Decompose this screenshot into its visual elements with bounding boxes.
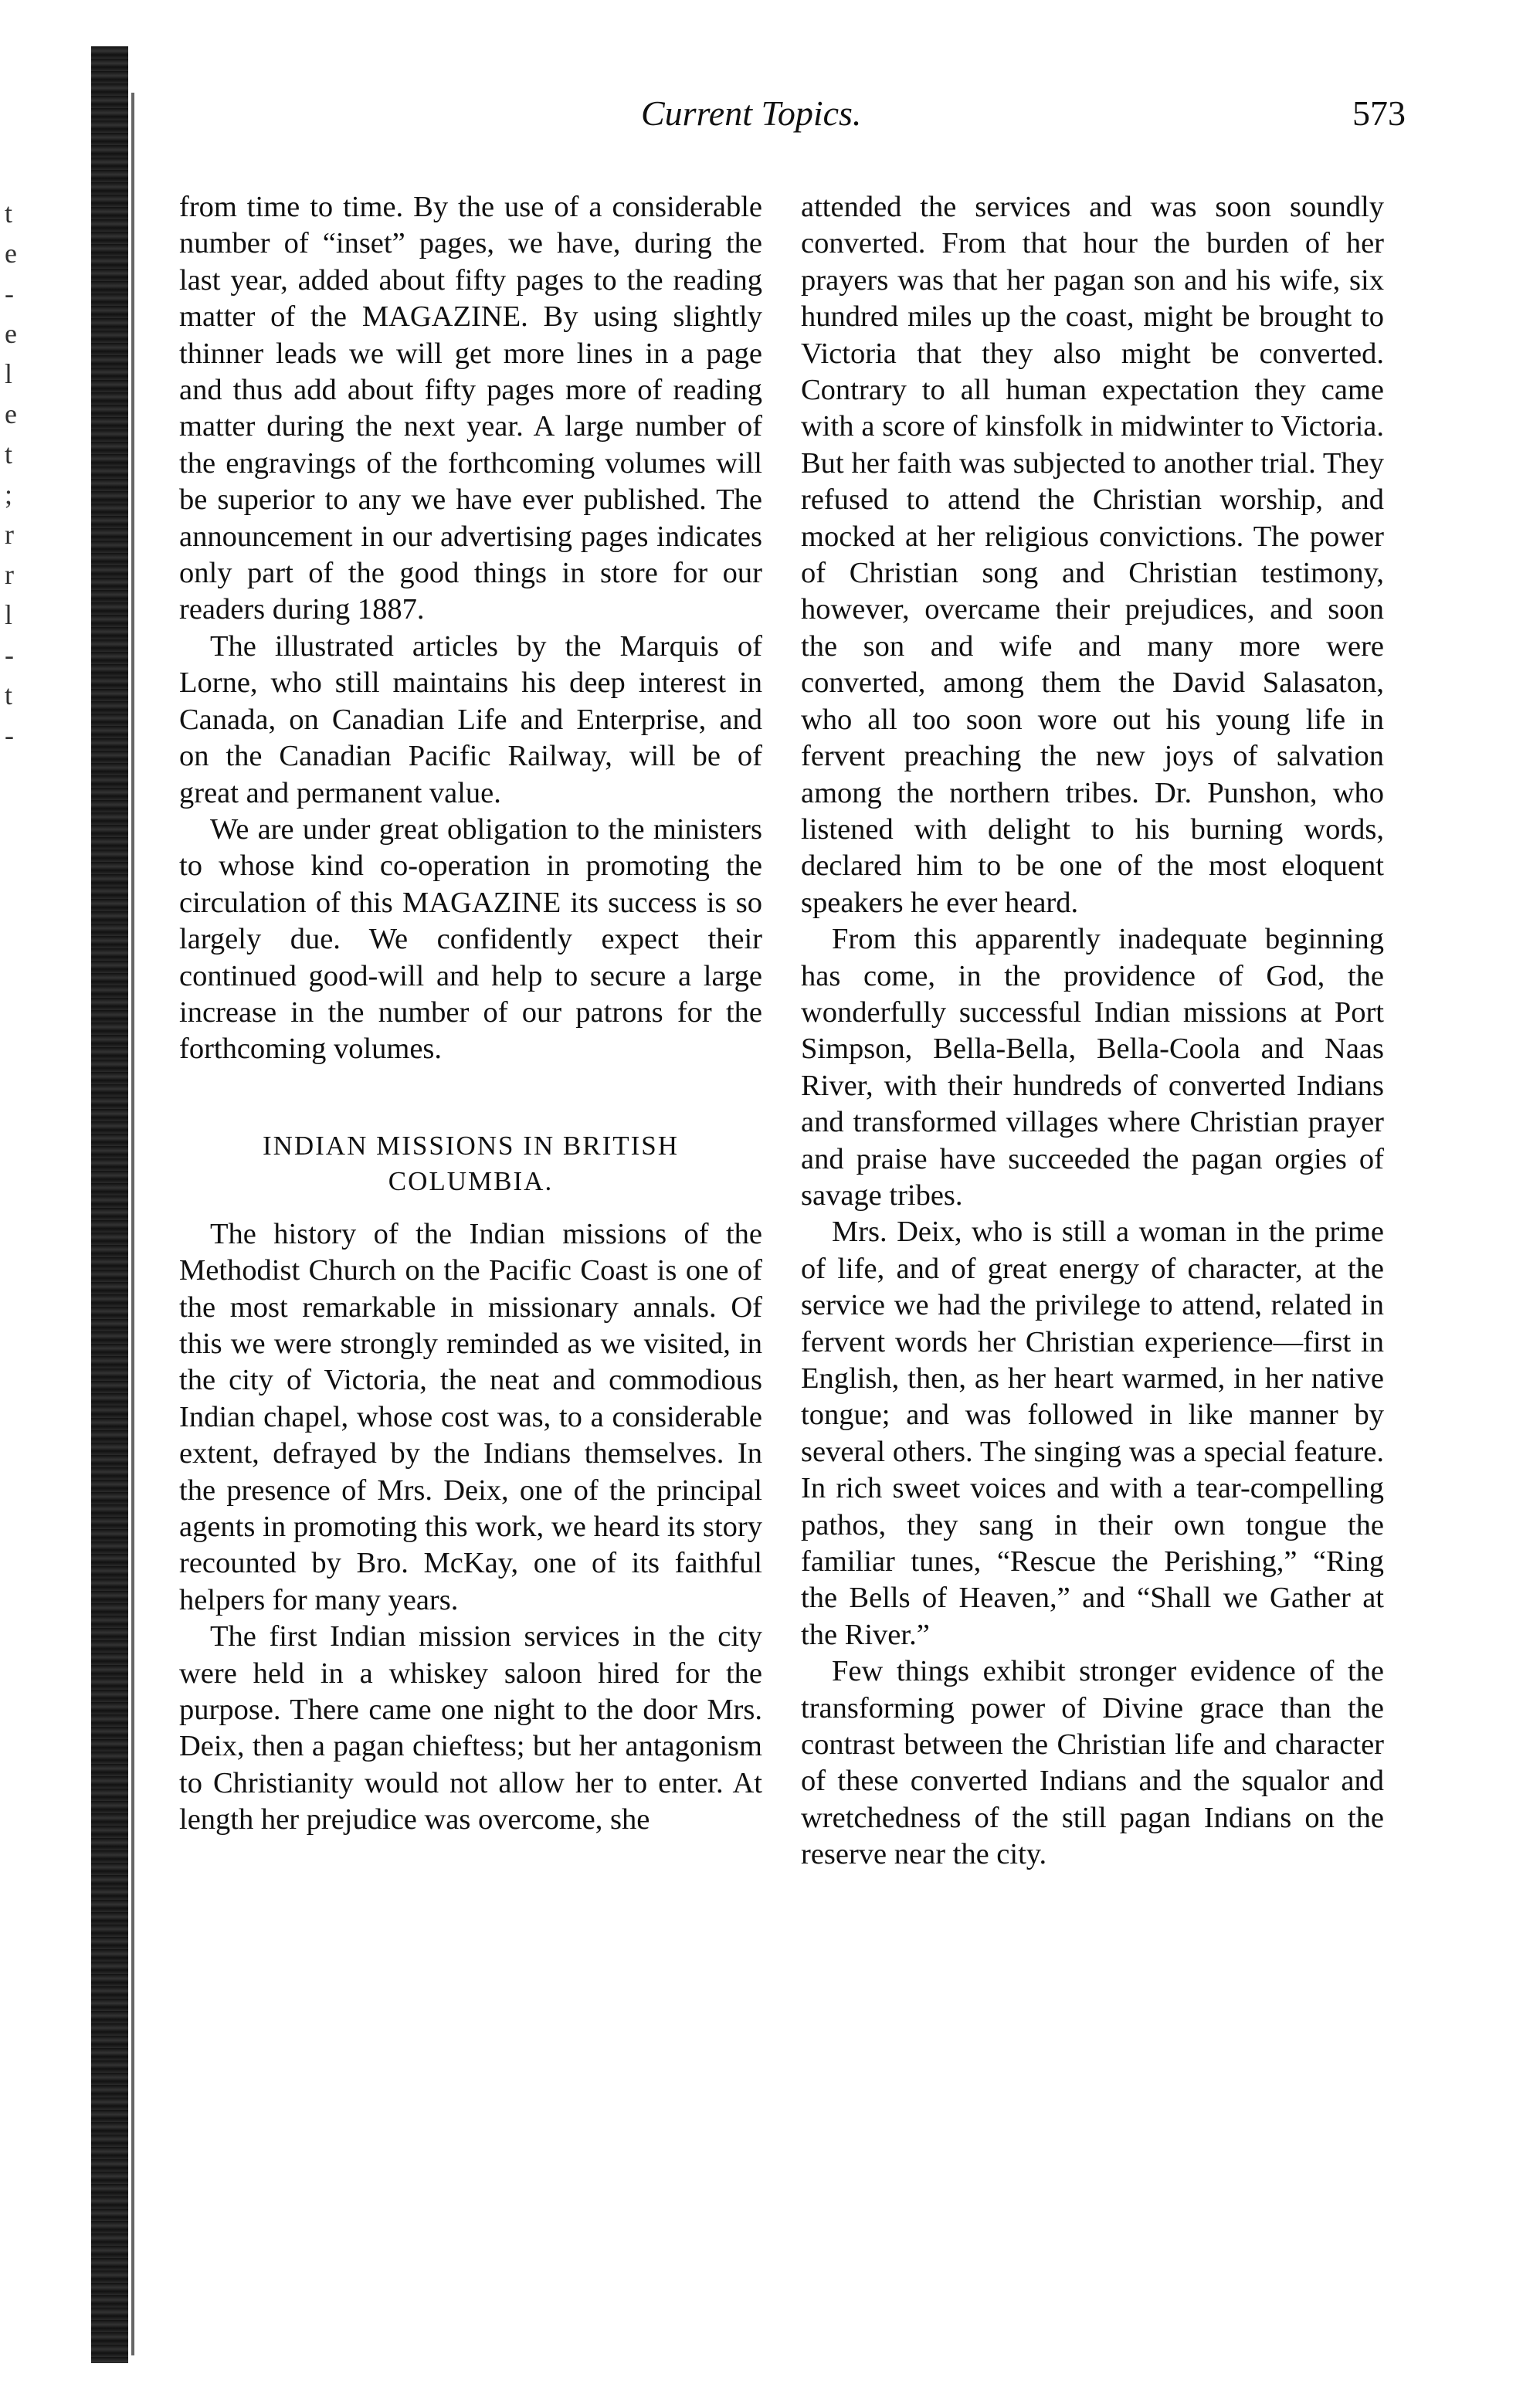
binding-shadow-line	[131, 93, 134, 2355]
margin-fragment: -	[5, 639, 14, 670]
margin-fragment: -	[5, 278, 14, 309]
running-header	[587, 93, 1406, 139]
page-number: 573	[1352, 93, 1406, 133]
paragraph-first-services: The first Indian mission services in the city were held in a whiskey saloon hired for the purpose. There came one night to the door Mrs. Deix, then a pagan chieftess; but her antagonism to Christianity would not allow her to enter. At length her prejudice was overcome, she	[179, 1620, 762, 1836]
paragraph-missions-growth: From this apparently inadequate beginning has come, in the providence of God, the wonderfully successful Indian missions at Port Simpson, Bella-Bella, Bella-Coola and Naas River, with their hundreds of converted Indians and transformed villages where Christian prayer and praise have succeeded the pagan orgies of savage tribes.	[801, 923, 1384, 1212]
left-column	[179, 189, 762, 1839]
margin-fragment: -	[5, 720, 14, 751]
paragraph-conversion: attended the services and was soon soundly converted. From that hour the burden of her prayers was that her pagan son and his wife, six hundred miles up the coast, might be brought to Victoria that they also might be converted. Contrary to all human expectation they came with a score of kinsfolk in midwinter to Victoria. But her faith was subjected to another trial. They refused to attend the Christian worship, and mocked at her religious convictions. The power of Christian song and Christian testimony, however, overcame their prejudices, and soon the son and wife and many more were converted, among them the David Salasaton, who all too soon wore out his young life in fervent preaching the new joys of salvation among the northern tribes. Dr. Punshon, who listened with delight to his burning words, declared him to be one of the most eloquent speakers he ever heard.	[801, 191, 1384, 919]
paragraph-continuation: from time to time. By the use of a considerable number of “inset” pages, we have, during the last year, added about fifty pages to the reading matter of the MAGAZINE. By using slightly thinner leads we will get more lines in a page and thus add about fifty pages more of reading matter during the next year. A large number of the engravings of the forthcoming volumes will be superior to any we have ever published. The announcement in our advertising pages indicates only part of the good things in store for our readers during 1887.	[179, 191, 762, 626]
margin-text-fragments	[5, 193, 28, 755]
right-column	[801, 189, 1384, 1874]
section-heading-line-2: COLUMBIA.	[388, 1165, 554, 1196]
margin-fragment: r	[5, 559, 14, 590]
book-binding-edge	[91, 46, 128, 2363]
margin-fragment: e	[5, 318, 17, 349]
margin-fragment: r	[5, 519, 14, 550]
paragraph-mission-history: The history of the Indian missions of the Methodist Church on the Pacific Coast is one of the most remarkable in missionary annals. Of this we were strongly reminded as we visited, in the city of Victoria, the neat and commodious Indian chapel, whose cost was, to a considerable extent, defrayed by the Indians themselves. In the presence of Mrs. Deix, one of the principal agents in promoting this work, we heard its story recounted by Bro. McKay, one of its faithful helpers for many years.	[179, 1217, 762, 1616]
margin-fragment: ;	[5, 479, 13, 510]
paragraph-lorne-articles: The illustrated articles by the Marquis of Lorne, who still maintains his deep interest in Canada, on Canadian Life and Enterprise, and on the Canadian Pacific Railway, will be of great and permanent value.	[179, 629, 762, 809]
margin-fragment: e	[5, 238, 17, 269]
margin-fragment: l	[5, 358, 13, 389]
section-heading	[179, 1128, 762, 1199]
margin-fragment: e	[5, 398, 17, 429]
margin-fragment: t	[5, 680, 13, 710]
paragraph-contrast: Few things exhibit stronger evidence of the transforming power of Divine grace than the contrast between the Christian life and character of these converted Indians and the squalor and wretchedness of the still pagan Indians on the reserve near the city.	[801, 1655, 1384, 1871]
margin-fragment: t	[5, 439, 13, 470]
margin-fragment: t	[5, 198, 13, 229]
margin-fragment: l	[5, 599, 13, 630]
paragraph-mrs-deix-service: Mrs. Deix, who is still a woman in the prime of life, and of great energy of character, at the service we had the privilege to attend, related in fervent words her Christian experience—first in English, then, as her heart warmed, in her native tongue; and was followed in like manner by several others. The singing was a special feature. In rich sweet voices and with a tear-compelling pathos, they sang in their own tongue the familiar tunes, “Rescue the Perishing,” “Ring the Bells of Heaven,” and “Shall we Gather at the River.”	[801, 1216, 1384, 1651]
paragraph-ministers-thanks: We are under great obligation to the ministers to whose kind co-operation in promoting the circulation of this MAGAZINE its success is so largely due. We confidently expect their continued good-will and help to secure a large increase in the number of our patrons for the forthcoming volumes.	[179, 812, 762, 1066]
section-heading-line-1: INDIAN MISSIONS IN BRITISH	[262, 1130, 680, 1161]
running-head-title: Current Topics.	[641, 93, 862, 133]
